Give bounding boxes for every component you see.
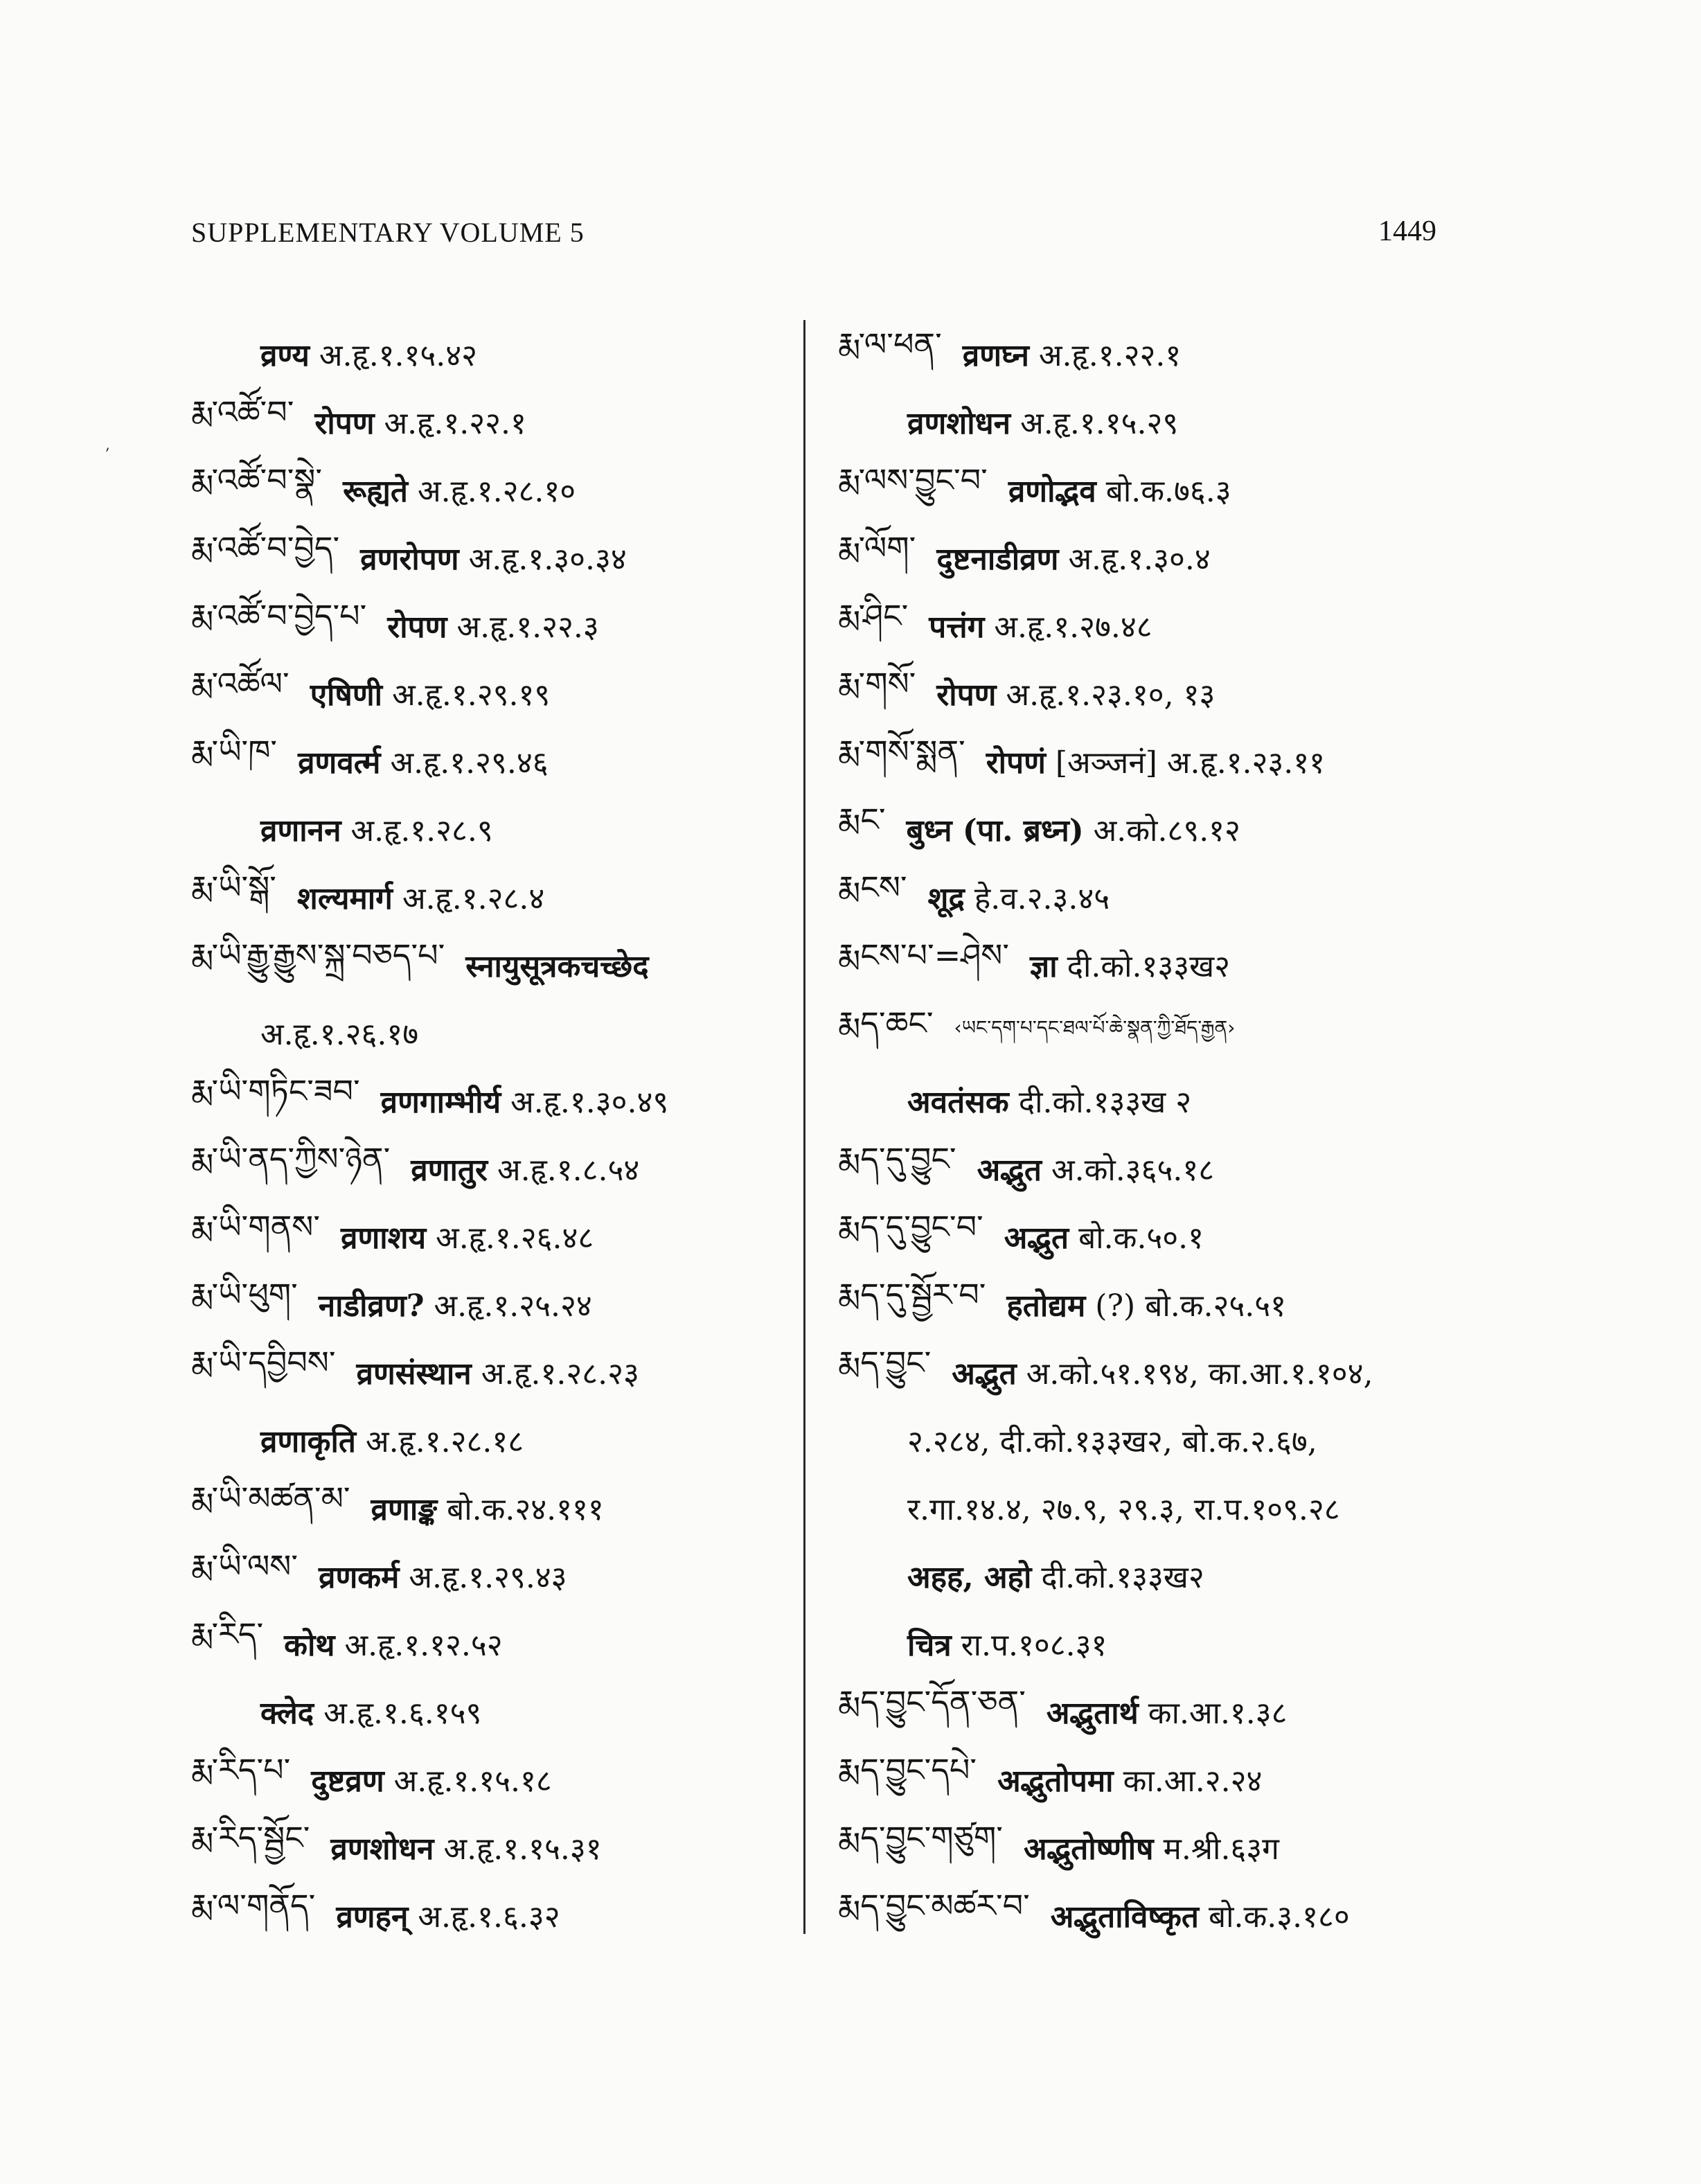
tibetan-headword: རྨ་གསོ་སྨན་ [838, 732, 965, 770]
tibetan-headword: རྨ་རིད་པ་ [191, 1750, 291, 1788]
source-reference: अ.हृ.१.२२.१ [1038, 338, 1182, 373]
sanskrit-equivalent: एषिणी [310, 677, 383, 713]
source-reference: २.२८४, दी.को.१३३ख२, बो.क.२.६७, [907, 1424, 1317, 1459]
sanskrit-equivalent: व्रणसंस्थान [356, 1356, 472, 1392]
source-reference: अ.हृ.१.१५.२९ [1020, 406, 1179, 441]
sanskrit-equivalent: नाडीव्रण? [318, 1288, 425, 1324]
sanskrit-equivalent: दुष्टनाडीव्रण [936, 542, 1059, 577]
tibetan-headword: རྨ་ཡི་མཚན་མ་ [191, 1479, 350, 1517]
sanskrit-equivalent: बुध्न (पा. ब्रध्न) [906, 813, 1084, 849]
tibetan-headword: རྨ་འཚོ་བ་བྱེད་པ་ [191, 596, 367, 634]
column-divider [803, 320, 805, 1934]
source-reference: बो.क.३.१८० [1209, 1899, 1350, 1935]
source-reference: हे.व.२.३.४५ [974, 881, 1110, 916]
sanskrit-equivalent: व्रणवर्त्म [298, 745, 381, 781]
tibetan-headword: རྨ་འཚོ་བ་ [191, 393, 294, 431]
sanskrit-equivalent: ज्ञा [1030, 949, 1058, 984]
sanskrit-equivalent: व्रणाङ्क [371, 1492, 438, 1527]
source-reference: अ.हृ.१.२६.४८ [436, 1220, 594, 1256]
source-reference: अ.को.८९.१२ [1093, 813, 1240, 849]
tibetan-headword: རྨ་ལ་ཕན་ [838, 325, 942, 363]
source-reference: अ.हृ.१.२२.३ [456, 610, 599, 645]
tibetan-headword: རྨད་བྱུང་གཙུག་ [838, 1818, 1003, 1856]
source-reference: अ.हृ.१.२९.१९ [392, 677, 551, 713]
dictionary-entry [838, 320, 1503, 388]
sanskrit-equivalent: अवतंसक [907, 1085, 1009, 1120]
dictionary-entry [838, 1542, 1503, 1610]
tibetan-headword: རྨ་འཚོལ་ [191, 664, 290, 702]
dictionary-entry [838, 592, 1503, 659]
tibetan-headword: རྨ་ཡི་ལས་ [191, 1547, 299, 1585]
source-reference: अ.हृ.१.३०.४९ [510, 1085, 669, 1120]
page-number: 1449 [1378, 215, 1436, 247]
tibetan-headword: རྨད་ཆང་ [838, 1004, 934, 1042]
tibetan-headword: རྨད་བྱུང་ [838, 1343, 932, 1381]
dictionary-entry [191, 1338, 856, 1406]
tibetan-headword: རྨད་དུ་སྦྱོར་བ་ [838, 1275, 986, 1313]
stray-mark: , [105, 436, 110, 454]
dictionary-entry [191, 795, 856, 863]
sanskrit-equivalent: अद्भुताविष्कृत [1050, 1899, 1199, 1935]
source-reference: अ.हृ.१.६.३२ [418, 1899, 560, 1935]
page-header [0, 0, 1701, 291]
tibetan-headword: རྨ་ལ་གནོད་ [191, 1886, 316, 1924]
tibetan-headword: རྨ་ཡི་གཏིང་ཟབ་ [191, 1072, 360, 1110]
tibetan-headword: རྨང་ [838, 800, 886, 838]
dictionary-entry [191, 592, 856, 659]
sanskrit-equivalent: स्नायुसूत्रकचच्छेद [465, 949, 649, 984]
sanskrit-equivalent: व्रणगाम्भीर्य [380, 1085, 501, 1120]
source-reference: बो.क.७६.३ [1105, 474, 1231, 509]
sanskrit-equivalent: दुष्टव्रण [311, 1764, 384, 1799]
source-reference: अ.हृ.१.१५.४२ [319, 338, 478, 373]
sanskrit-equivalent: रूह्यते [343, 474, 408, 509]
sanskrit-equivalent: व्रणाशय [340, 1220, 427, 1256]
sanskrit-equivalent: अद्भुत [1004, 1220, 1069, 1256]
source-reference: अ.हृ.१.२२.१ [384, 406, 526, 441]
sanskrit-equivalent: क्लेद [260, 1696, 314, 1731]
tibetan-headword: རྨ་ཡི་རྒྱུ་རྒྱུས་སྐྲ་བཅད་པ་ [191, 936, 445, 974]
sanskrit-equivalent: शूद्र [927, 881, 965, 916]
source-reference: र.गा.१४.४, २७.९, २९.३, रा.प.१०९.२८ [907, 1492, 1340, 1527]
sanskrit-equivalent: व्रणहन् [336, 1899, 409, 1935]
source-reference: अ.हृ.१.२८.४ [402, 881, 545, 916]
source-reference: [अञ्जनं] अ.हृ.१.२३.११ [1055, 745, 1326, 781]
dictionary-entry [838, 1881, 1503, 1949]
source-reference: म.श्री.६३ग [1163, 1831, 1279, 1867]
sanskrit-equivalent: अद्भुत [977, 1153, 1042, 1188]
sanskrit-equivalent: शल्यमार्ग [296, 881, 393, 916]
sanskrit-equivalent: रोपण [314, 406, 375, 441]
source-reference: अ.को.५१.१९४, का.आ.१.१०४, [1026, 1356, 1373, 1392]
sanskrit-equivalent: अद्भुतोष्णीष [1023, 1831, 1154, 1867]
dictionary-entry [191, 727, 856, 795]
source-reference: रा.प.१०८.३१ [961, 1628, 1107, 1663]
tibetan-headword: རྨ་ལོག་ [838, 529, 916, 567]
sanskrit-equivalent: पत्तंग [929, 610, 985, 645]
tibetan-headword: རྨ་ཤིང་ [838, 596, 909, 634]
sanskrit-equivalent: व्रणातुर [411, 1153, 488, 1188]
source-reference: अ.हृ.१.३०.४ [1068, 542, 1211, 577]
tibetan-headword: རྨ་རིད་ [191, 1615, 264, 1653]
tibetan-headword: རྨད་དུ་བྱུང་ [838, 1139, 956, 1178]
source-reference: (?) बो.क.२५.५१ [1095, 1288, 1286, 1324]
running-head: SUPPLEMENTARY VOLUME 5 [191, 217, 585, 248]
source-reference: अ.हृ.१.२९.४६ [390, 745, 549, 781]
sanskrit-equivalent: व्रणाकृति [260, 1424, 356, 1459]
sanskrit-equivalent: अहह, अहो [907, 1560, 1032, 1595]
sanskrit-equivalent: व्रणघ्न [962, 338, 1029, 373]
dictionary-entry [191, 1542, 856, 1610]
dictionary-entry [191, 1881, 856, 1949]
tibetan-headword: རྨངས་ [838, 868, 907, 906]
right-column [838, 320, 1503, 1962]
tibetan-headword: རྨ་འཚོ་བ་སྣེ་ [191, 461, 323, 499]
sanskrit-equivalent: अद्भुतोपमा [997, 1764, 1114, 1799]
tibetan-headword: རྨ་ཡི་དབྱིབས་ [191, 1343, 336, 1381]
sanskrit-equivalent: कोथ [284, 1628, 335, 1663]
source-reference: अ.हृ.१.२८.१० [417, 474, 576, 509]
sanskrit-equivalent: व्रणशोधन [330, 1831, 434, 1867]
source-reference: अ.हृ.१.२८.१८ [365, 1424, 524, 1459]
source-reference: का.आ.२.२४ [1123, 1764, 1263, 1799]
tibetan-headword: རྨངས་པ་=ཤེས་ [838, 936, 1010, 974]
sanskrit-equivalent: व्रणरोपण [360, 542, 459, 577]
source-reference: दी.को.१३३ख२ [1041, 1560, 1204, 1595]
dictionary-entry [191, 931, 856, 999]
source-reference: अ.हृ.१.२८.९ [350, 813, 493, 849]
sanskrit-equivalent: व्रण्य [260, 338, 310, 373]
sanskrit-equivalent: व्रणानन [260, 813, 341, 849]
dictionary-entry [838, 1270, 1503, 1338]
source-reference: बो.क.२४.१११ [447, 1492, 604, 1527]
source-reference: अ.हृ.१.६.१५९ [323, 1696, 482, 1731]
sanskrit-equivalent: व्रणकर्म [319, 1560, 400, 1595]
sanskrit-equivalent: रोपण [387, 610, 447, 645]
sanskrit-equivalent: रोपण [936, 677, 997, 713]
source-reference: अ.हृ.१.१२.५२ [344, 1628, 503, 1663]
source-reference: अ.हृ.१.२७.४८ [994, 610, 1152, 645]
dictionary-entry [838, 1406, 1503, 1474]
dictionary-entry [838, 456, 1503, 524]
sanskrit-equivalent: चित्र [907, 1628, 952, 1663]
dictionary-entry [838, 1474, 1503, 1542]
tibetan-headword: རྨ་ལས་བྱུང་བ་ [838, 461, 988, 499]
source-reference: अ.हृ.१.२९.४३ [409, 1560, 567, 1595]
dictionary-entry [191, 1678, 856, 1746]
dictionary-entry [838, 931, 1503, 999]
tibetan-headword: རྨ་ཡི་སྒོ་ [191, 868, 276, 906]
sanskrit-equivalent: व्रणोद्भव [1008, 474, 1096, 509]
left-column [191, 320, 856, 1962]
tibetan-headword: རྨ་ཡི་ཕུག་ [191, 1275, 298, 1313]
tibetan-headword: རྨད་བྱུང་དཔེ་ [838, 1750, 977, 1788]
tibetan-gloss: ‹ཡང་དག་པ་དང་ཐལ་པོ་ཆེ་སྣན་ཀྱི་ཐོད་རྒྱན› [954, 1015, 1236, 1039]
source-reference: अ.हृ.१.२६.१७ [260, 1017, 419, 1052]
source-reference: बो.क.५०.१ [1078, 1220, 1204, 1256]
tibetan-headword: རྨ་གསོ་ [838, 664, 916, 702]
tibetan-headword: རྨད་དུ་བྱུང་བ་ [838, 1207, 983, 1245]
source-reference: अ.हृ.१.२८.२३ [481, 1356, 639, 1392]
tibetan-headword: རྨ་ཡི་གནས་ [191, 1207, 320, 1245]
tibetan-headword: རྨ་རིད་སྦྱོང་ [191, 1818, 310, 1856]
source-reference: का.आ.१.३८ [1148, 1696, 1288, 1731]
source-reference: अ.हृ.१.१५.१८ [393, 1764, 552, 1799]
tibetan-headword: རྨ་ཡི་ཁ་ [191, 732, 278, 770]
source-reference: दी.को.१३३ख २ [1018, 1085, 1192, 1120]
source-reference: अ.हृ.१.२५.२४ [434, 1288, 592, 1324]
source-reference: अ.हृ.१.२३.१०, १३ [1006, 677, 1215, 713]
sanskrit-equivalent: रोपणं [986, 745, 1046, 781]
source-reference: अ.हृ.१.१५.३१ [443, 1831, 602, 1867]
tibetan-headword: རྨ་ཡི་ནད་ཀྱིས་ཉེན་ [191, 1139, 391, 1178]
sanskrit-equivalent: अद्भुतार्थ [1046, 1696, 1139, 1731]
tibetan-headword: རྨད་བྱུང་མཚར་བ་ [838, 1886, 1030, 1924]
source-reference: दी.को.१३३ख२ [1067, 949, 1231, 984]
dictionary-entry [838, 727, 1503, 795]
tibetan-headword: རྨད་བྱུང་དོན་ཅན་ [838, 1683, 1026, 1721]
source-reference: अ.हृ.१.३०.३४ [468, 542, 627, 577]
sanskrit-equivalent: हतोद्यम [1006, 1288, 1086, 1324]
sanskrit-equivalent: अद्भुत [952, 1356, 1017, 1392]
sanskrit-equivalent: व्रणशोधन [907, 406, 1011, 441]
source-reference: अ.हृ.१.८.५४ [497, 1153, 640, 1188]
source-reference: अ.को.३६५.१८ [1051, 1153, 1215, 1188]
tibetan-headword: རྨ་འཚོ་བ་བྱེད་ [191, 529, 340, 567]
